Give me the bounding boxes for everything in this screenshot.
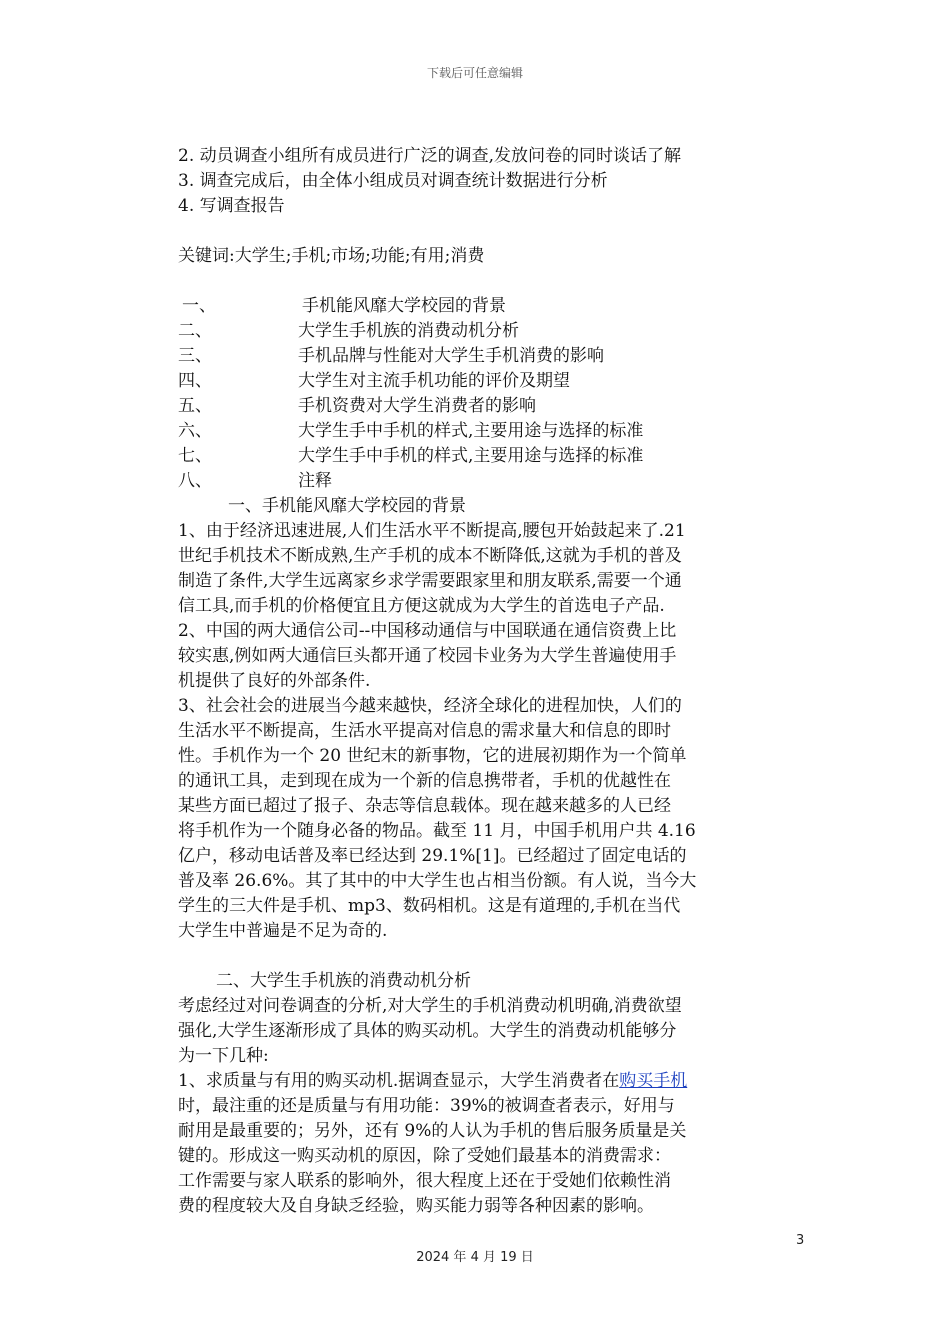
- toc-number: 八、: [178, 471, 212, 491]
- toc-row: [178, 344, 758, 369]
- page-footer-date: 2024 年 4 月 19 日: [416, 1250, 534, 1265]
- toc-row: [178, 444, 758, 469]
- section-1-line: 制造了条件,大学生远离家乡求学需要跟家里和朋友联系,需要一个通: [178, 571, 682, 591]
- toc-number: 五、: [178, 396, 212, 416]
- buy-phone-link[interactable]: 购买手机: [619, 1071, 688, 1091]
- document-body: [178, 144, 758, 1219]
- table-of-contents: [178, 294, 758, 494]
- toc-number: 四、: [178, 371, 212, 391]
- toc-row: [178, 419, 758, 444]
- section-1-line: 大学生中普遍是不足为奇的.: [178, 921, 388, 941]
- toc-title: 注释: [298, 471, 332, 491]
- section-2-item-1-line: 时，最注重的还是质量与有用功能：39%的被调查者表示，好用与: [178, 1096, 675, 1116]
- section-2-item-1-line: 键的。形成这一购买动机的原因，除了受她们最基本的消费需求：: [178, 1146, 671, 1166]
- toc-number: 六、: [178, 421, 212, 441]
- step-3: 3. 调查完成后，由全体小组成员对调查统计数据进行分析: [178, 171, 608, 191]
- section-2-intro-line: 为一下几种:: [178, 1046, 269, 1066]
- section-1-line: 的通讯工具，走到现在成为一个新的信息携带者，手机的优越性在: [178, 771, 671, 791]
- toc-title: 大学生手中手机的样式,主要用途与选择的标准: [298, 421, 644, 441]
- toc-title: 大学生对主流手机功能的评价及期望: [298, 371, 570, 391]
- toc-title: 大学生手中手机的样式,主要用途与选择的标准: [298, 446, 644, 466]
- section-1-line: 1、由于经济迅速进展,人们生活水平不断提高,腰包开始鼓起来了.21: [178, 521, 686, 541]
- toc-title: 手机品牌与性能对大学生手机消费的影响: [298, 346, 604, 366]
- section-2-intro-line: 强化,大学生逐渐形成了具体的购买动机。大学生的消费动机能够分: [178, 1021, 677, 1041]
- section-2-item-1-line: 工作需要与家人联系的影响外，很大程度上还在于受她们依赖性消: [178, 1171, 671, 1191]
- section-1-line: 学生的三大件是手机、mp3、数码相机。这是有道理的,手机在当代: [178, 896, 681, 916]
- page-number: 3: [796, 1233, 805, 1248]
- keywords: 关键词:大学生;手机;市场;功能;有用;消费: [178, 246, 485, 266]
- section-2-item-1-prefix: 1、求质量与有用的购买动机.据调查显示，大学生消费者在: [178, 1071, 620, 1091]
- toc-row: [178, 394, 758, 419]
- toc-number: 三、: [178, 346, 212, 366]
- toc-title: 手机能风靡大学校园的背景: [302, 296, 506, 316]
- toc-number: 一、: [182, 296, 216, 316]
- section-1-line: 较实惠,例如两大通信巨头都开通了校园卡业务为大学生普遍使用手: [178, 646, 677, 666]
- toc-row: [178, 369, 758, 394]
- step-4: 4. 写调查报告: [178, 196, 285, 216]
- section-1-line: 3、社会社会的进展当今越来越快，经济全球化的进程加快，人们的: [178, 696, 682, 716]
- section-1-heading: 一、手机能风靡大学校园的背景: [228, 496, 466, 516]
- toc-number: 二、: [178, 321, 212, 341]
- toc-row: [178, 319, 758, 344]
- section-1-line: 2、中国的两大通信公司--中国移动通信与中国联通在通信资费上比: [178, 621, 677, 641]
- section-1-line: 普及率 26.6%。其了其中的中大学生也占相当份额。有人说，当今大: [178, 871, 697, 891]
- section-1-line: 信工具,而手机的价格便宜且方便这就成为大学生的首选电子产品.: [178, 596, 665, 616]
- step-2: 2. 动员调查小组所有成员进行广泛的调查,发放问卷的同时谈话了解: [178, 146, 682, 166]
- section-2-intro-line: 考虑经过对问卷调查的分析,对大学生的手机消费动机明确,消费欲望: [178, 996, 682, 1016]
- section-1-line: 亿户，移动电话普及率已经达到 29.1%[1]。已经超过了固定电话的: [178, 846, 687, 866]
- section-1-line: 将手机作为一个随身必备的物品。截至 11 月，中国手机用户共 4.16: [178, 821, 696, 841]
- toc-title: 大学生手机族的消费动机分析: [298, 321, 519, 341]
- toc-row: [178, 294, 758, 319]
- page-header: 下载后可任意编辑: [426, 66, 523, 80]
- toc-row: [178, 469, 758, 494]
- toc-number: 七、: [178, 446, 212, 466]
- section-1-line: 某些方面已超过了报子、杂志等信息载体。现在越来越多的人已经: [178, 796, 671, 816]
- section-2-item-1-line: 费的程度较大及自身缺乏经验，购买能力弱等各种因素的影响。: [178, 1196, 654, 1216]
- section-2-heading: 二、大学生手机族的消费动机分析: [216, 971, 471, 991]
- section-1-line: 性。手机作为一个 20 世纪末的新事物，它的进展初期作为一个简单: [178, 746, 687, 766]
- section-1-line: 世纪手机技术不断成熟,生产手机的成本不断降低,这就为手机的普及: [178, 546, 682, 566]
- section-2-item-1-line: 耐用是最重要的；另外，还有 9%的人认为手机的售后服务质量是关: [178, 1121, 687, 1141]
- section-1-line: 生活水平不断提高，生活水平提高对信息的需求量大和信息的即时: [178, 721, 671, 741]
- section-1-line: 机提供了良好的外部条件.: [178, 671, 371, 691]
- toc-title: 手机资费对大学生消费者的影响: [298, 396, 536, 416]
- section-2-item-1-first-line: [178, 1069, 758, 1094]
